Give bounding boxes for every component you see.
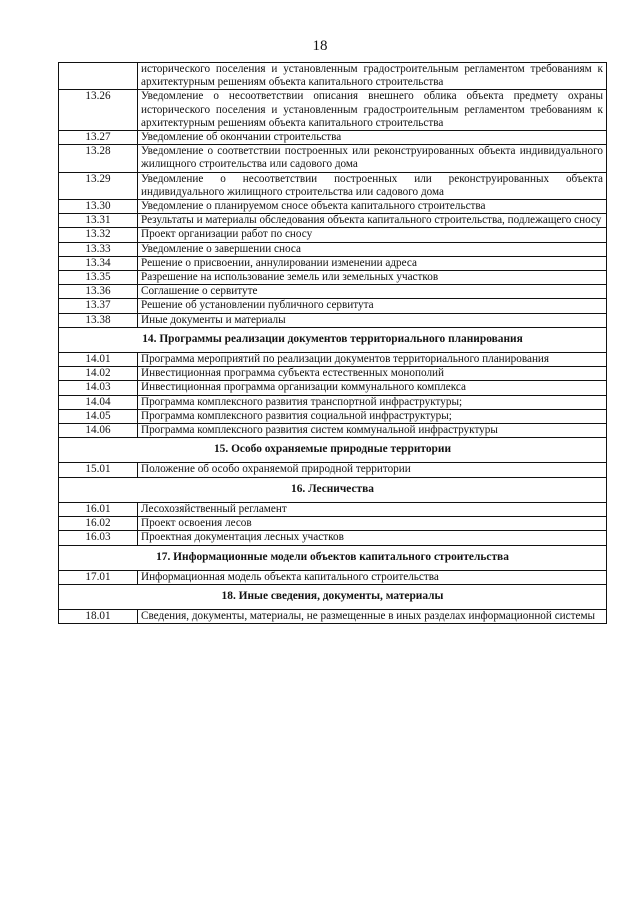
row-code: 16.03 [59,531,138,545]
row-text: Уведомление о планируемом сносе объекта капитального строительства [138,200,607,214]
section-heading: 17. Информационные модели объектов капитального строительства [59,545,607,570]
row-code: 14.02 [59,367,138,381]
row-text: Программа комплексного развития социальной инфраструктуры; [138,409,607,423]
row-text: исторического поселения и установленным градостроительным регламентом требованиям к архитектурным решениям объекта капитального строительства [138,63,607,90]
table-row [59,570,607,584]
page-number: 18 [312,38,328,54]
section-heading-row [59,327,607,352]
row-text: Решение о присвоении, аннулировании изменении адреса [138,256,607,270]
row-text: Проектная документация лесных участков [138,531,607,545]
row-code: 13.32 [59,228,138,242]
row-text: Проект освоения лесов [138,517,607,531]
row-code: 17.01 [59,570,138,584]
table-row [59,90,607,131]
table-row [59,285,607,299]
row-text: Программа комплексного развития транспортной инфраструктуры; [138,395,607,409]
table-row [59,353,607,367]
table-row [59,424,607,438]
table-row [59,395,607,409]
row-text: Сведения, документы, материалы, не размещенные в иных разделах информационной системы [138,610,607,624]
table-row [59,145,607,172]
section-heading-row [59,545,607,570]
row-code: 14.05 [59,409,138,423]
table-row [59,610,607,624]
row-text: Инвестиционная программа субъекта естественных монополий [138,367,607,381]
section-heading-row [59,477,607,502]
section-heading-row [59,584,607,609]
documents-table [58,62,607,624]
row-text: Инвестиционная программа организации коммунального комплекса [138,381,607,395]
row-text: Результаты и материалы обследования объекта капитального строительства, подлежащего сносу [138,214,607,228]
row-code: 13.36 [59,285,138,299]
row-code: 13.37 [59,299,138,313]
table-row [59,242,607,256]
row-text: Лесохозяйственный регламент [138,502,607,516]
row-text: Уведомление об окончании строительства [138,131,607,145]
table-row [59,131,607,145]
table-row [59,367,607,381]
row-text: Информационная модель объекта капитального строительства [138,570,607,584]
table-row [59,172,607,199]
table-row [59,502,607,516]
row-text: Уведомление о соответствии построенных или реконструированных объекта индивидуального жилищного строительства или садового дома [138,145,607,172]
row-code: 16.02 [59,517,138,531]
table-row [59,200,607,214]
row-text: Уведомление о несоответствии построенных или реконструированных объекта индивидуального жилищного строительства или садового дома [138,172,607,199]
table-row [59,409,607,423]
row-code: 13.28 [59,145,138,172]
row-code: 13.35 [59,271,138,285]
row-text: Решение об установлении публичного сервитута [138,299,607,313]
row-text: Положение об особо охраняемой природной территории [138,463,607,477]
table-row [59,271,607,285]
section-heading: 14. Программы реализации документов территориального планирования [59,327,607,352]
section-heading: 18. Иные сведения, документы, материалы [59,584,607,609]
row-code: 13.26 [59,90,138,131]
section-heading: 16. Лесничества [59,477,607,502]
row-code: 13.34 [59,256,138,270]
row-text: Программа мероприятий по реализации документов территориального планирования [138,353,607,367]
row-code: 16.01 [59,502,138,516]
row-code: 13.38 [59,313,138,327]
row-text: Соглашение о сервитуте [138,285,607,299]
table-row [59,381,607,395]
row-text: Уведомление о завершении сноса [138,242,607,256]
table-row [59,531,607,545]
row-text: Уведомление о несоответствии описания внешнего облика объекта предмету охраны исторического поселения и установленным градостроительным регламентом требованиям к архитектурным решениям объекта капитального строительства [138,90,607,131]
table-row [59,214,607,228]
row-code: 13.30 [59,200,138,214]
row-text: Разрешение на использование земель или земельных участков [138,271,607,285]
row-code: 14.04 [59,395,138,409]
row-code [59,63,138,90]
row-text: Иные документы и материалы [138,313,607,327]
row-code: 14.03 [59,381,138,395]
row-code: 18.01 [59,610,138,624]
row-code: 13.27 [59,131,138,145]
table-row [59,517,607,531]
table-row [59,256,607,270]
row-code: 15.01 [59,463,138,477]
table-row [59,299,607,313]
table-row [59,463,607,477]
table-row [59,63,607,90]
section-heading-row [59,438,607,463]
row-code: 13.31 [59,214,138,228]
row-code: 13.29 [59,172,138,199]
row-text: Программа комплексного развития систем коммунальной инфраструктуры [138,424,607,438]
row-code: 14.01 [59,353,138,367]
section-heading: 15. Особо охраняемые природные территории [59,438,607,463]
row-text: Проект организации работ по сносу [138,228,607,242]
table-row [59,313,607,327]
table-row [59,228,607,242]
row-code: 14.06 [59,424,138,438]
row-code: 13.33 [59,242,138,256]
